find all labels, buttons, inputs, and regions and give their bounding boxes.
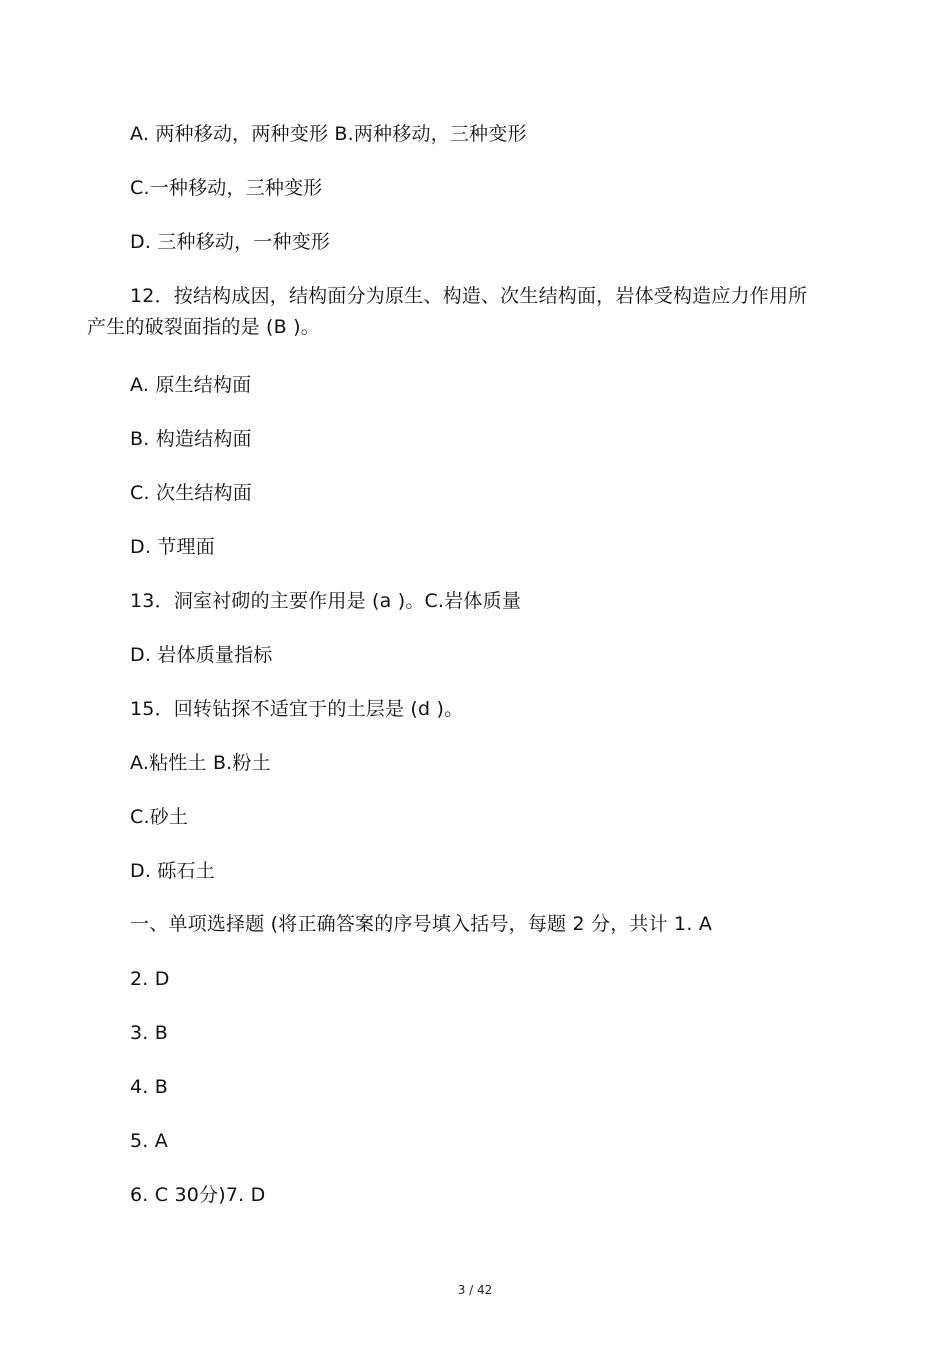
section-heading: 一、单项选择题 (将正确答案的序号填入括号，每题 2 分，共计 1. A bbox=[130, 913, 713, 935]
option-line-d-12: D. 节理面 bbox=[130, 536, 215, 558]
question-12: 12．按结构成因，结构面分为原生、构造、次生结构面，岩体受构造应力作用所产生的破裂面指的是 (B )。 bbox=[87, 285, 808, 338]
option-line-d-15: D. 砾石土 bbox=[130, 860, 215, 882]
option-line-c-12: C. 次生结构面 bbox=[130, 482, 252, 504]
answer-5: 5. A bbox=[130, 1130, 168, 1152]
option-line-d-13: D. 岩体质量指标 bbox=[130, 644, 273, 666]
option-line-a-11: A. 两种移动，两种变形 B.两种移动，三种变形 bbox=[130, 123, 527, 145]
option-line-d-11: D. 三种移动，一种变形 bbox=[130, 231, 331, 253]
answer-4: 4. B bbox=[130, 1076, 169, 1098]
option-line-b-12: B. 构造结构面 bbox=[130, 428, 252, 450]
option-line-a-12: A. 原生结构面 bbox=[130, 374, 252, 396]
question-13: 13．洞室衬砌的主要作用是 (a )。C.岩体质量 bbox=[130, 590, 522, 612]
page-number: 3 / 42 bbox=[457, 1283, 493, 1297]
answer-3: 3. B bbox=[130, 1022, 169, 1044]
option-line-ab-15: A.粘性土 B.粉土 bbox=[130, 752, 271, 774]
option-line-c-11: C.一种移动，三种变形 bbox=[130, 177, 323, 199]
answer-6-7: 6. C 30分)7. D bbox=[130, 1184, 266, 1206]
question-15: 15．回转钻探不适宜于的土层是 (d )。 bbox=[130, 698, 464, 720]
answer-2: 2. D bbox=[130, 968, 170, 990]
option-line-c-15: C.砂土 bbox=[130, 806, 189, 828]
